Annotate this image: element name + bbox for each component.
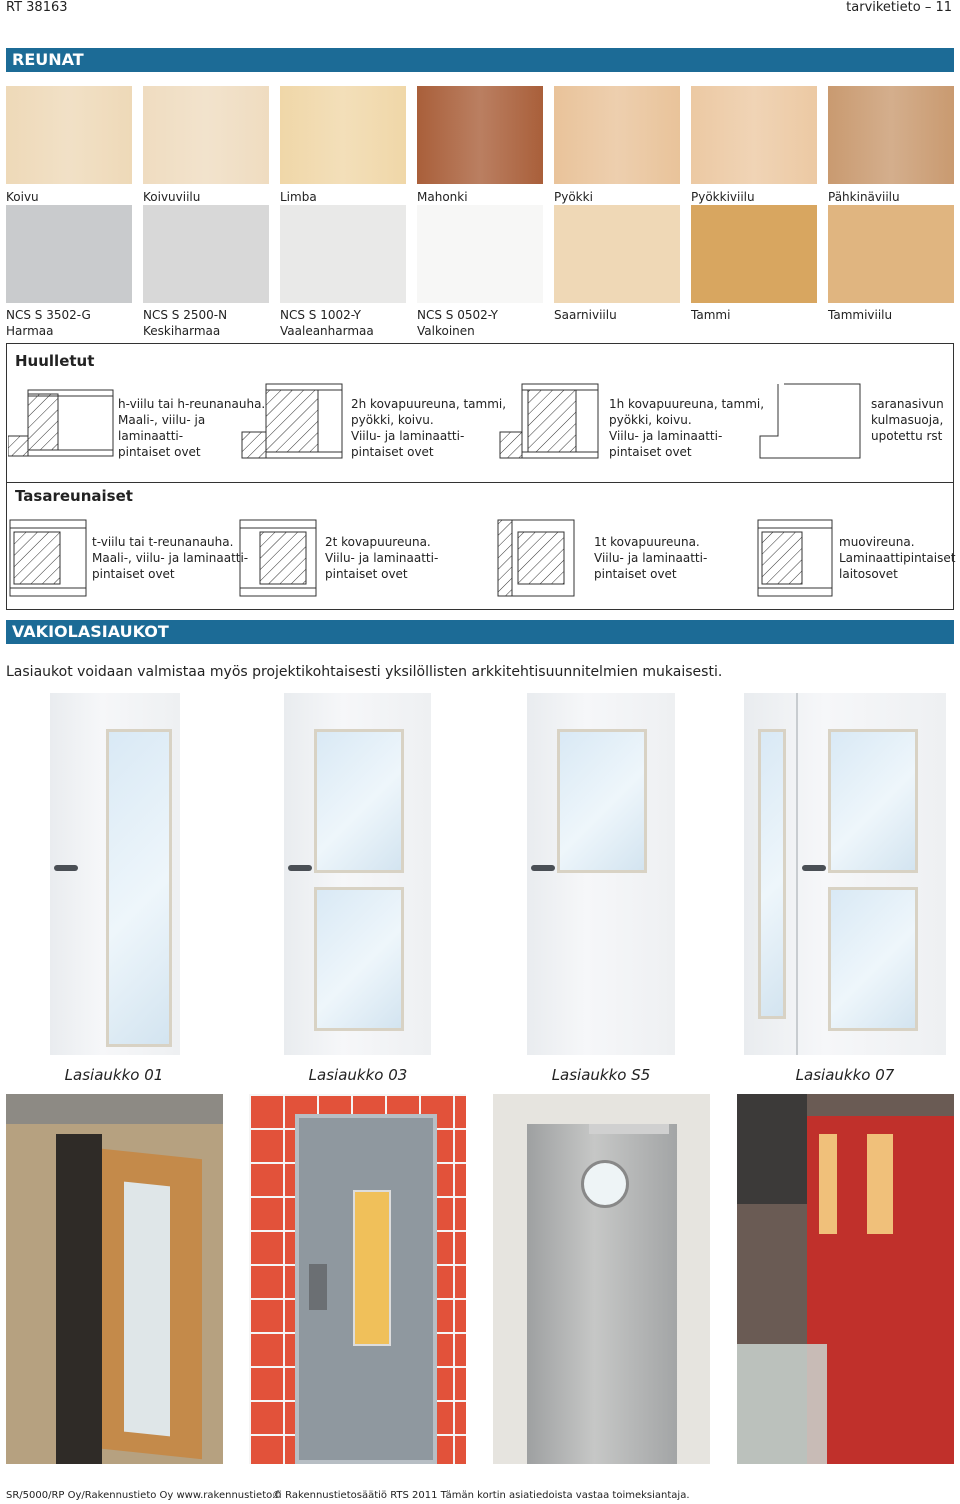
swatch [691, 86, 817, 184]
huulletut-desc-line: Viilu- ja laminaatti- [351, 429, 465, 443]
tasareunaiset-desc-line: 2t kovapuureuna. [325, 535, 431, 549]
tasareunaiset-desc-line: Viilu- ja laminaatti- [594, 551, 708, 565]
swatch [280, 205, 406, 303]
swatch [6, 205, 132, 303]
tasareunaiset-desc-line: laitosovet [839, 567, 898, 581]
huulletut-desc-line: Viilu- ja laminaatti- [609, 429, 723, 443]
swatch-label: Pyökki [554, 190, 593, 204]
glass-panel-top [828, 729, 918, 873]
swatch [6, 86, 132, 184]
swatch [554, 86, 680, 184]
swatch-label: Limba [280, 190, 317, 204]
door-handle [531, 865, 555, 871]
huulletut-desc-line: kulmasuoja, [871, 413, 944, 427]
huulletut-desc-line: pyökki, koivu. [351, 413, 434, 427]
tasareunaiset-desc-line: 1t kovapuureuna. [594, 535, 700, 549]
swatch [554, 205, 680, 303]
huulletut-desc-line: pintaiset ovet [118, 445, 201, 459]
tasareunaiset-desc-line: muovireuna. [839, 535, 915, 549]
huulletut-desc-line: pintaiset ovet [609, 445, 692, 459]
swatch-label: Tammi [691, 308, 731, 322]
swatch [143, 86, 269, 184]
photo-steel-door [493, 1094, 710, 1464]
swatch [828, 86, 954, 184]
glass-panel-narrow [758, 729, 786, 1019]
huulletut-desc-line: upotettu rst [871, 429, 943, 443]
door-leaf-divider [796, 693, 798, 1055]
section-bar-vakiolasiaukot: VAKIOLASIAUKOT [6, 620, 954, 644]
tasareunaiset-desc-line: Maali-, viilu- ja laminaatti- [92, 551, 249, 565]
photo-red-door [737, 1094, 954, 1464]
door-lasiaukko-07 [744, 693, 946, 1055]
swatch-label: Pyökkiviilu [691, 190, 755, 204]
profile-kulmasuoja [760, 384, 860, 458]
huulletut-desc-line: h-viilu tai h-reunanauha. [118, 397, 266, 411]
swatch [417, 86, 543, 184]
swatch-label: NCS S 2500-N [143, 308, 228, 322]
doc-code: RT 38163 [6, 0, 68, 15]
tasareunaiset-desc-line: pintaiset ovet [92, 567, 175, 581]
swatch-label: NCS S 3502-G [6, 308, 91, 322]
page-number: tarviketieto – 11 [846, 0, 952, 15]
profile-muovi [758, 520, 832, 596]
door-handle [288, 865, 312, 871]
swatch-label: Mahonki [417, 190, 468, 204]
swatch-sublabel: Vaaleanharmaa [280, 324, 374, 338]
caption-lasiaukko-03: Lasiaukko 03 [308, 1066, 408, 1084]
swatch [691, 205, 817, 303]
tasareunaiset-desc-line: pintaiset ovet [325, 567, 408, 581]
section-bar-reunat: REUNAT [6, 48, 954, 72]
tasareunaiset-desc-line: Viilu- ja laminaatti- [325, 551, 439, 565]
swatch [280, 86, 406, 184]
intro-text: Lasiaukot voidaan valmistaa myös projektikohtaisesti yksilöllisten arkkitehtisuunnitelmien mukaisesti. [6, 664, 723, 680]
swatch [417, 205, 543, 303]
caption-lasiaukko-01: Lasiaukko 01 [64, 1066, 164, 1084]
door-lasiaukko-03 [284, 693, 431, 1055]
footer-left: SR/5000/RP Oy/Rakennustieto Oy www.rakennustieto.fi [6, 1490, 282, 1501]
huulletut-title: Huulletut [15, 352, 95, 370]
tasareunaiset-desc-line: Laminaattipintaiset [839, 551, 956, 565]
tasareunaiset-desc-line: t-viilu tai t-reunanauha. [92, 535, 234, 549]
photo-grey-door-red-tiles [249, 1094, 466, 1464]
swatch-label: Saarniviilu [554, 308, 617, 322]
footer-right: © Rakennustietosäätiö RTS 2011 Tämän kortin asiatiedoista vastaa toimeksiantaja. [272, 1490, 690, 1501]
huulletut-desc-line: saranasivun [871, 397, 944, 411]
huulletut-desc-line: 1h kovapuureuna, tammi, [609, 397, 765, 411]
glass-panel [557, 729, 647, 873]
door-handle [802, 865, 826, 871]
door-lasiaukko-s5 [527, 693, 675, 1055]
profile-1t [498, 520, 574, 596]
tasareunaiset-desc-line: pintaiset ovet [594, 567, 677, 581]
swatch-label: NCS S 1002-Y [280, 308, 361, 322]
glass-panel [106, 729, 172, 1047]
swatch-label: Pähkinäviilu [828, 190, 900, 204]
huulletut-desc-line: Maali-, viilu- ja [118, 413, 206, 427]
tasareunaiset-title: Tasareunaiset [15, 487, 133, 505]
huulletut-desc-line: pintaiset ovet [351, 445, 434, 459]
door-lasiaukko-01 [50, 693, 180, 1055]
glass-panel-bottom [314, 887, 404, 1031]
profile-1h [500, 384, 598, 458]
swatch [143, 205, 269, 303]
swatch-sublabel: Keskiharmaa [143, 324, 221, 338]
swatch [828, 205, 954, 303]
profile-t-viilu [10, 520, 86, 596]
swatch-sublabel: Valkoinen [417, 324, 475, 338]
caption-lasiaukko-07: Lasiaukko 07 [795, 1066, 895, 1084]
huulletut-desc-line: laminaatti- [118, 429, 184, 443]
swatch-sublabel: Harmaa [6, 324, 54, 338]
swatch-label: Koivu [6, 190, 39, 204]
huulletut-desc-line: 2h kovapuureuna, tammi, [351, 397, 507, 411]
profile-2t [240, 520, 316, 596]
huulletut-desc-line: pyökki, koivu. [609, 413, 692, 427]
swatch-label: NCS S 0502-Y [417, 308, 498, 322]
glass-panel-top [314, 729, 404, 873]
photo-wooden-door [6, 1094, 223, 1464]
swatch-label: Tammiviilu [828, 308, 893, 322]
caption-lasiaukko-s5: Lasiaukko S5 [551, 1066, 651, 1084]
glass-panel-bottom [828, 887, 918, 1031]
door-handle [54, 865, 78, 871]
swatch-label: Koivuviilu [143, 190, 201, 204]
profile-h-viilu [8, 390, 113, 456]
